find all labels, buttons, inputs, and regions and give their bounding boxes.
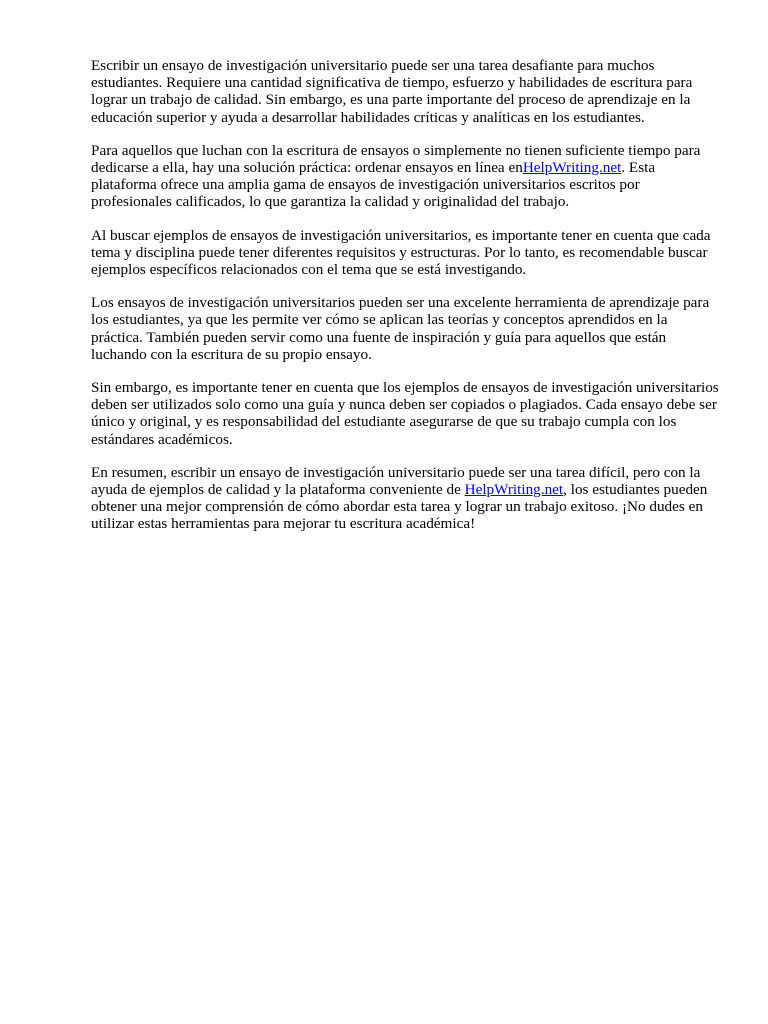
- helpwriting-link-summary[interactable]: HelpWriting.net: [464, 481, 564, 499]
- paragraph-summary-text-before: En resumen, escribir un ensayo de investigación universitario puede ser una tarea difícil, pero con la ayuda de ejemplos de calidad y la plataforma conveniente de: [91, 463, 701, 499]
- paragraph-examples: Al buscar ejemplos de ensayos de investigación universitarios, es importante tener en cuenta que cada tema y disciplina puede tener diferentes requisitos y estructuras. Por lo tanto, es recomendable buscar ejemplos específicos relacionados con el tema que se está investigando.: [91, 226, 711, 279]
- paragraph-intro: Escribir un ensayo de investigación universitario puede ser una tarea desafiante para muchos estudiantes. Requiere una cantidad significativa de tiempo, esfuerzo y habilidades de escritura para lograr un trabajo de calidad. Sin embargo, es una parte importante del proceso de aprendizaje en la educación superior y ayuda a desarrollar habilidades críticas y analíticas en los estudiantes.: [91, 57, 693, 126]
- paragraph-solution: [91, 142, 723, 211]
- paragraph-summary-text-after: , los estudiantes pueden obtener una mejor comprensión de cómo abordar esta tarea y lograr un trabajo exitoso. ¡No dudes en utilizar estas herramientas para mejorar tu escritura académica!: [91, 481, 708, 533]
- document-page: [91, 57, 723, 549]
- paragraph-summary: [91, 464, 723, 533]
- paragraph-warning: Sin embargo, es importante tener en cuenta que los ejemplos de ensayos de investigación universitarios deben ser utilizados solo como una guía y nunca deben ser copiados o plagiados. Cada ensayo debe ser único y original, y es responsabilidad del estudiante asegurarse de que su trabajo cumpla con los estándares académicos.: [91, 379, 719, 448]
- helpwriting-link[interactable]: HelpWriting.net: [522, 159, 622, 177]
- paragraph-solution-text-before: Para aquellos que luchan con la escritura de ensayos o simplemente no tienen suficiente tiempo para dedicarse a ella, hay una solución práctica: ordenar ensayos en línea en: [91, 141, 701, 177]
- paragraph-learning: Los ensayos de investigación universitarios pueden ser una excelente herramienta de aprendizaje para los estudiantes, ya que les permite ver cómo se aplican las teorías y conceptos aprendidos en la práctica. También pueden servir como una fuente de inspiración y guía para aquellos que están luchando con la escritura de su propio ensayo.: [91, 294, 710, 363]
- paragraph-solution-text-after: . Esta plataforma ofrece una amplia gama de ensayos de investigación universitarios escritos por profesionales calificados, lo que garantiza la calidad y originalidad del trabajo.: [91, 159, 656, 211]
